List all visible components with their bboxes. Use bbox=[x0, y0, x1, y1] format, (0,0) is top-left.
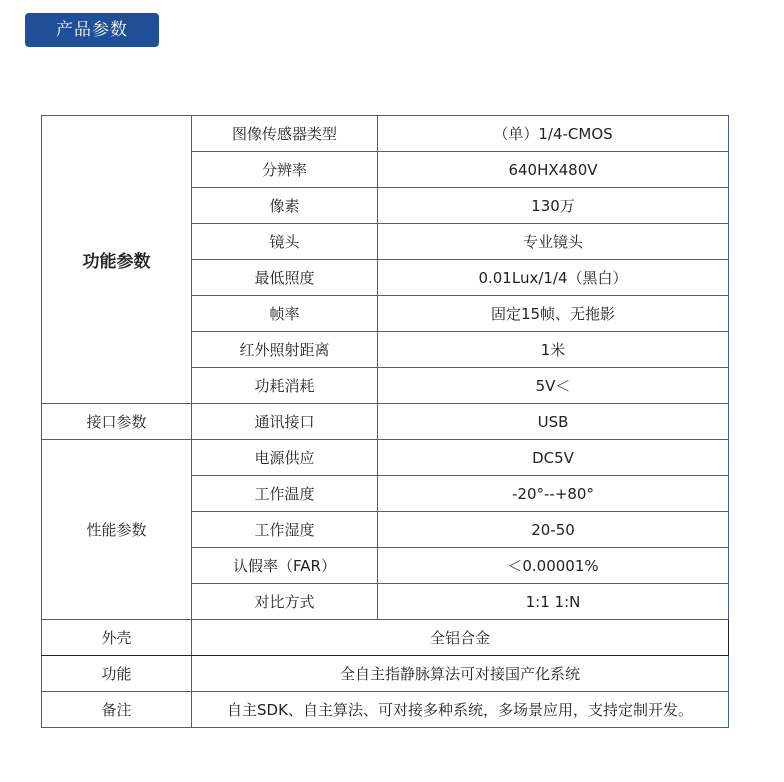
param-name: 通讯接口 bbox=[192, 404, 378, 440]
param-value: 1米 bbox=[378, 332, 729, 368]
param-name: 镜头 bbox=[192, 224, 378, 260]
param-name: 工作温度 bbox=[192, 476, 378, 512]
remarks-value: 自主SDK、自主算法、可对接多种系统，多场景应用，支持定制开发。 bbox=[192, 692, 729, 728]
param-value: DC5V bbox=[378, 440, 729, 476]
section-tag-label: 产品参数 bbox=[56, 20, 128, 40]
table-row bbox=[42, 116, 729, 152]
param-name: 分辨率 bbox=[192, 152, 378, 188]
param-value: -20°--+80° bbox=[378, 476, 729, 512]
param-value: ＜0.00001% bbox=[378, 548, 729, 584]
param-name: 红外照射距离 bbox=[192, 332, 378, 368]
param-value: 640HX480V bbox=[378, 152, 729, 188]
table-row bbox=[42, 404, 729, 440]
group-function: 功能 bbox=[42, 656, 192, 692]
param-name: 最低照度 bbox=[192, 260, 378, 296]
group-shell: 外壳 bbox=[42, 620, 192, 656]
param-name: 帧率 bbox=[192, 296, 378, 332]
param-value: 1:1 1:N bbox=[378, 584, 729, 620]
param-name: 电源供应 bbox=[192, 440, 378, 476]
table-row bbox=[42, 692, 729, 728]
section-tag bbox=[25, 13, 159, 47]
param-value: 20-50 bbox=[378, 512, 729, 548]
group-function-params: 功能参数 bbox=[42, 116, 192, 404]
group-performance-params: 性能参数 bbox=[42, 440, 192, 620]
table-row bbox=[42, 620, 729, 656]
function-value: 全自主指静脉算法可对接国产化系统 bbox=[192, 656, 729, 692]
param-name: 认假率（FAR） bbox=[192, 548, 378, 584]
param-value: USB bbox=[378, 404, 729, 440]
shell-value: 全铝合金 bbox=[192, 620, 729, 656]
param-value: 0.01Lux/1/4（黑白） bbox=[378, 260, 729, 296]
group-remarks: 备注 bbox=[42, 692, 192, 728]
table-row bbox=[42, 440, 729, 476]
param-name: 工作湿度 bbox=[192, 512, 378, 548]
product-spec-table bbox=[41, 115, 729, 728]
param-value: 130万 bbox=[378, 188, 729, 224]
param-name: 像素 bbox=[192, 188, 378, 224]
param-name: 功耗消耗 bbox=[192, 368, 378, 404]
param-value: 5V＜ bbox=[378, 368, 729, 404]
table-row bbox=[42, 656, 729, 692]
param-name: 对比方式 bbox=[192, 584, 378, 620]
param-value: （单）1/4-CMOS bbox=[378, 116, 729, 152]
param-value: 专业镜头 bbox=[378, 224, 729, 260]
param-name: 图像传感器类型 bbox=[192, 116, 378, 152]
group-interface-params: 接口参数 bbox=[42, 404, 192, 440]
param-value: 固定15帧、无拖影 bbox=[378, 296, 729, 332]
